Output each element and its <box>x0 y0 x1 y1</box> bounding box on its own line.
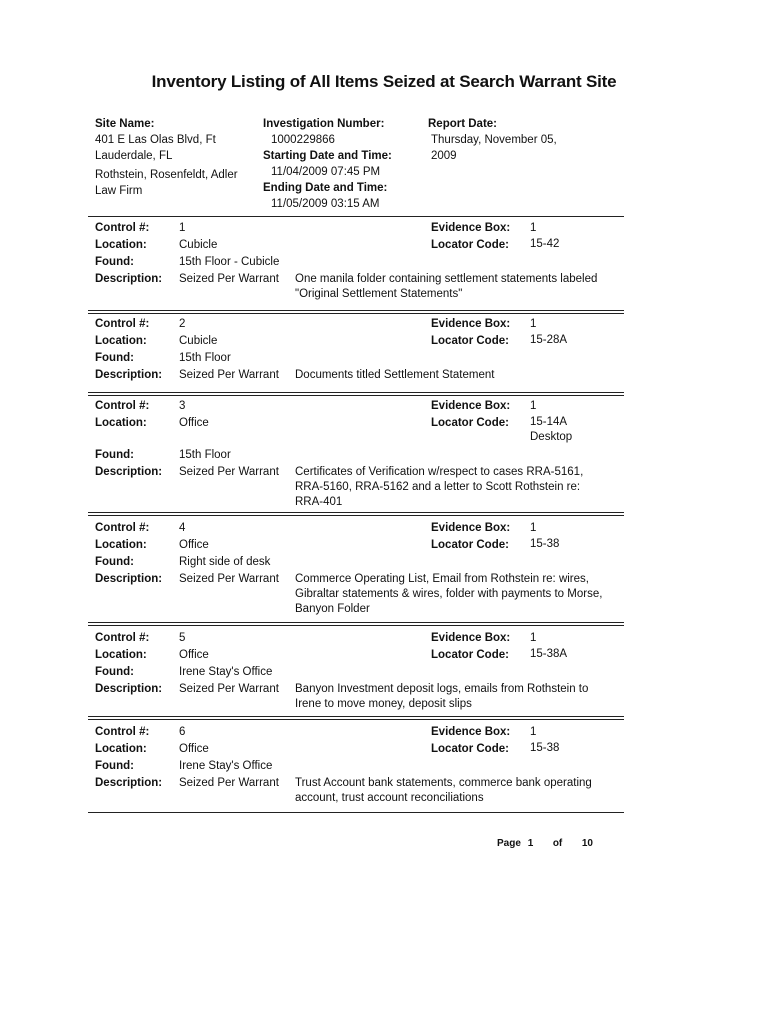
found-value: Irene Stay's Office <box>179 760 273 772</box>
locator-code-value <box>530 647 567 662</box>
locator-code-line: 15-28A <box>530 334 568 346</box>
description-line: account, trust account reconciliations <box>295 792 484 804</box>
inventory-record <box>95 724 625 806</box>
record-row-control <box>95 220 625 237</box>
locator-code-label: Locator Code: <box>431 335 509 347</box>
description-text <box>295 775 625 806</box>
location-value: Office <box>179 539 209 551</box>
report-date-block <box>428 116 608 164</box>
location-value: Cubicle <box>179 239 218 251</box>
record-row-found <box>95 254 625 271</box>
location-label: Location: <box>95 743 147 755</box>
investigation-number-label: Investigation Number: <box>263 118 385 130</box>
control-value: 4 <box>179 522 186 534</box>
control-value: 6 <box>179 726 186 738</box>
seizure-method: Seized Per Warrant <box>179 573 279 585</box>
record-divider <box>88 625 624 626</box>
record-row-description <box>95 464 625 510</box>
ending-date-label: Ending Date and Time: <box>263 182 388 194</box>
location-value: Office <box>179 743 209 755</box>
evidence-box-label: Evidence Box: <box>431 318 511 330</box>
record-divider <box>88 812 624 813</box>
site-name-line: Rothstein, Rosenfeldt, Adler <box>95 169 238 181</box>
record-row-description <box>95 571 625 617</box>
of-label: of <box>552 838 563 849</box>
locator-code-label: Locator Code: <box>431 239 509 251</box>
description-line: Irene to move money, deposit slips <box>295 698 472 710</box>
locator-code-line: 15-14A <box>530 416 568 428</box>
record-divider <box>88 515 624 516</box>
location-value: Office <box>179 649 209 661</box>
record-divider <box>88 310 624 311</box>
record-row-location <box>95 741 625 758</box>
record-row-location <box>95 415 625 447</box>
description-line: Certificates of Verification w/respect to cases RRA-5161, <box>295 466 584 478</box>
site-name-label: Site Name: <box>95 118 155 130</box>
record-row-found <box>95 447 625 464</box>
evidence-box-label: Evidence Box: <box>431 400 511 412</box>
record-row-found <box>95 758 625 775</box>
locator-code-label: Locator Code: <box>431 649 509 661</box>
locator-code-line: 15-38 <box>530 742 560 754</box>
ending-date-value: 11/05/2009 03:15 AM <box>271 198 380 210</box>
record-row-location <box>95 647 625 664</box>
locator-code-value <box>530 333 567 348</box>
record-divider <box>88 313 624 314</box>
record-row-location <box>95 237 625 254</box>
description-text <box>295 464 625 510</box>
record-divider <box>88 716 624 717</box>
record-divider <box>88 622 624 623</box>
report-date-line: 2009 <box>431 150 457 162</box>
description-text <box>295 271 625 302</box>
locator-code-line: Desktop <box>530 431 573 443</box>
site-name-block <box>95 116 265 199</box>
evidence-box-value: 1 <box>530 318 537 330</box>
control-label: Control #: <box>95 222 150 234</box>
control-label: Control #: <box>95 522 150 534</box>
found-label: Found: <box>95 352 134 364</box>
description-text <box>295 367 625 383</box>
seizure-method: Seized Per Warrant <box>179 369 279 381</box>
evidence-box-label: Evidence Box: <box>431 726 511 738</box>
found-label: Found: <box>95 666 134 678</box>
seizure-method: Seized Per Warrant <box>179 683 279 695</box>
investigation-block <box>263 116 433 212</box>
found-value: 15th Floor <box>179 449 231 461</box>
control-value: 2 <box>179 318 186 330</box>
locator-code-line: 15-38 <box>530 538 560 550</box>
control-value: 5 <box>179 632 186 644</box>
locator-code-label: Locator Code: <box>431 743 509 755</box>
page-total: 10 <box>581 838 593 849</box>
control-label: Control #: <box>95 726 150 738</box>
locator-code-value <box>530 537 559 552</box>
found-label: Found: <box>95 256 134 268</box>
inventory-record <box>95 520 625 617</box>
location-label: Location: <box>95 239 147 251</box>
location-value: Cubicle <box>179 335 218 347</box>
record-row-description <box>95 367 625 384</box>
description-text <box>295 681 625 712</box>
site-name-line: 401 E Las Olas Blvd, Ft <box>95 134 216 146</box>
record-row-control <box>95 724 625 741</box>
found-label: Found: <box>95 760 134 772</box>
record-row-found <box>95 554 625 571</box>
seizure-method: Seized Per Warrant <box>179 777 279 789</box>
inventory-record <box>95 398 625 510</box>
record-row-control <box>95 630 625 647</box>
description-line: Gibraltar statements & wires, folder with payments to Morse, <box>295 588 603 600</box>
description-line: Trust Account bank statements, commerce bank operating <box>295 777 592 789</box>
page-number: 1 <box>527 838 534 849</box>
inventory-record <box>95 220 625 302</box>
description-label: Description: <box>95 683 163 695</box>
record-row-control <box>95 520 625 537</box>
location-label: Location: <box>95 417 147 429</box>
control-label: Control #: <box>95 318 150 330</box>
record-row-description <box>95 775 625 806</box>
control-value: 3 <box>179 400 186 412</box>
control-label: Control #: <box>95 632 150 644</box>
seizure-method: Seized Per Warrant <box>179 273 279 285</box>
location-label: Location: <box>95 649 147 661</box>
record-divider <box>88 392 624 393</box>
evidence-box-label: Evidence Box: <box>431 222 511 234</box>
description-label: Description: <box>95 466 163 478</box>
site-name-line: Lauderdale, FL <box>95 150 173 162</box>
description-line: Documents titled Settlement Statement <box>295 369 495 381</box>
page-footer <box>497 838 593 849</box>
found-value: 15th Floor <box>179 352 231 364</box>
inventory-record <box>95 630 625 712</box>
report-date-label: Report Date: <box>428 118 498 130</box>
description-line: "Original Settlement Statements" <box>295 288 463 300</box>
record-row-found <box>95 350 625 367</box>
found-value: Right side of desk <box>179 556 271 568</box>
location-value: Office <box>179 417 209 429</box>
record-row-description <box>95 271 625 302</box>
evidence-box-value: 1 <box>530 726 537 738</box>
description-label: Description: <box>95 777 163 789</box>
record-row-description <box>95 681 625 712</box>
site-name-line: Law Firm <box>95 185 143 197</box>
page-label: Page <box>497 838 521 849</box>
inventory-record <box>95 316 625 384</box>
description-line: RRA-401 <box>295 496 343 508</box>
locator-code-value <box>530 415 572 445</box>
locator-code-label: Locator Code: <box>431 539 509 551</box>
record-divider <box>88 512 624 513</box>
locator-code-value <box>530 237 559 252</box>
description-label: Description: <box>95 573 163 585</box>
evidence-box-value: 1 <box>530 632 537 644</box>
locator-code-label: Locator Code: <box>431 417 509 429</box>
record-row-location <box>95 537 625 554</box>
record-row-control <box>95 316 625 333</box>
description-line: Commerce Operating List, Email from Rothstein re: wires, <box>295 573 589 585</box>
investigation-number-value: 1000229866 <box>271 134 335 146</box>
description-line: Banyon Folder <box>295 603 370 615</box>
description-line: One manila folder containing settlement statements labeled <box>295 273 598 285</box>
location-label: Location: <box>95 335 147 347</box>
record-divider <box>88 395 624 396</box>
record-row-control <box>95 398 625 415</box>
record-row-location <box>95 333 625 350</box>
locator-code-line: 15-42 <box>530 238 560 250</box>
location-label: Location: <box>95 539 147 551</box>
control-value: 1 <box>179 222 186 234</box>
seizure-method: Seized Per Warrant <box>179 466 279 478</box>
found-label: Found: <box>95 556 134 568</box>
description-label: Description: <box>95 369 163 381</box>
found-label: Found: <box>95 449 134 461</box>
control-label: Control #: <box>95 400 150 412</box>
evidence-box-value: 1 <box>530 522 537 534</box>
evidence-box-value: 1 <box>530 222 537 234</box>
evidence-box-label: Evidence Box: <box>431 522 511 534</box>
locator-code-line: 15-38A <box>530 648 568 660</box>
page-title: Inventory Listing of All Items Seized at Search Warrant Site <box>151 72 617 91</box>
description-line: RRA-5160, RRA-5162 and a letter to Scott Rothstein re: <box>295 481 581 493</box>
starting-date-value: 11/04/2009 07:45 PM <box>271 166 381 178</box>
evidence-box-value: 1 <box>530 400 537 412</box>
description-line: Banyon Investment deposit logs, emails from Rothstein to <box>295 683 589 695</box>
locator-code-value <box>530 741 559 756</box>
report-date-line: Thursday, November 05, <box>431 134 557 146</box>
evidence-box-label: Evidence Box: <box>431 632 511 644</box>
found-value: Irene Stay's Office <box>179 666 273 678</box>
description-text <box>295 571 625 617</box>
found-value: 15th Floor - Cubicle <box>179 256 280 268</box>
description-label: Description: <box>95 273 163 285</box>
record-divider <box>88 719 624 720</box>
record-row-found <box>95 664 625 681</box>
record-divider <box>88 216 624 217</box>
starting-date-label: Starting Date and Time: <box>263 150 392 162</box>
